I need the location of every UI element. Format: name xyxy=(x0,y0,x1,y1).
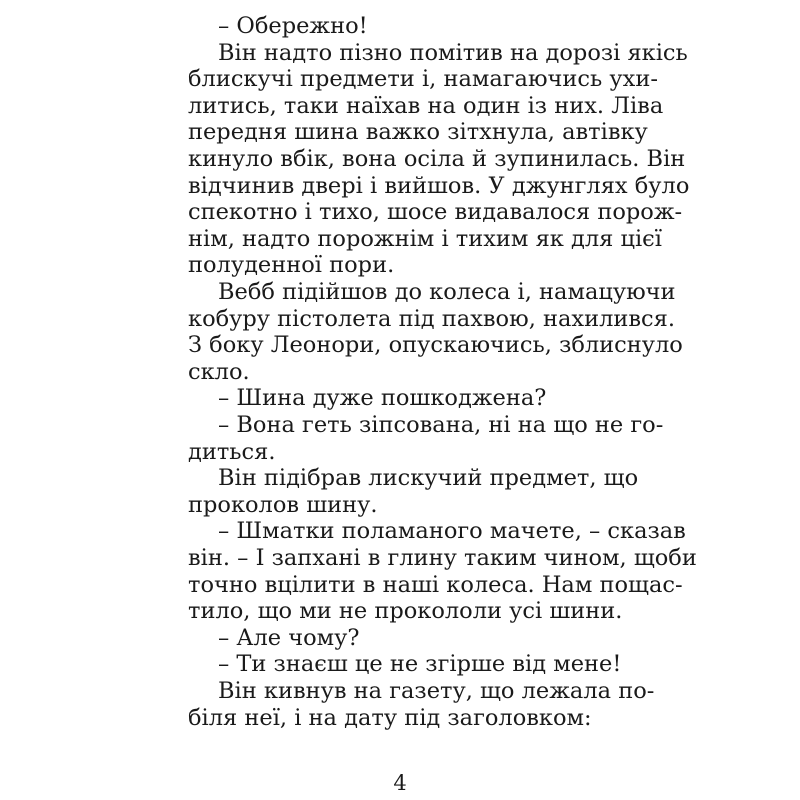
text-line: Він надто пізно помітив на дорозі якісь xyxy=(218,39,688,66)
text-line: – Шматки поламаного мачете, – сказав xyxy=(218,518,686,545)
text-line: литись, таки наїхав на один із них. Ліва xyxy=(188,92,664,119)
text-line: кобуру пістолета під пахвою, нахилився. xyxy=(188,305,676,332)
text-line: Він підібрав лискучий предмет, що xyxy=(218,465,639,492)
text-line: він. – І запхані в глину таким чином, щоби xyxy=(188,545,697,571)
text-line: Він кивнув на газету, що лежала по- xyxy=(218,678,655,704)
text-line: – Ти знаєш це не згірше від мене! xyxy=(218,651,622,678)
text-line: блискучі предмети і, намагаючись ухи- xyxy=(188,66,658,93)
text-line: – Шина дуже пошкоджена? xyxy=(218,385,547,412)
text-line: точно вцілити в наші колеса. Нам пощас- xyxy=(188,571,683,598)
text-line: полуденної пори. xyxy=(188,252,395,279)
text-line: відчинив двері і вийшов. У джунглях було xyxy=(188,172,690,199)
text-line: диться. xyxy=(188,438,276,465)
text-line: нім, надто порожнім і тихим як для цієї xyxy=(188,225,662,252)
text-line: скло. xyxy=(188,358,250,385)
text-line: – Вона геть зіпсована, ні на що не го- xyxy=(218,412,664,438)
text-line: Вебб підійшов до колеса і, намацуючи xyxy=(218,279,676,305)
text-line: – Але чому? xyxy=(218,624,360,651)
text-line: З боку Леонори, опускаючись, зблиснуло xyxy=(188,332,683,359)
text-line: – Обережно! xyxy=(218,13,368,39)
text-line: спекотно і тихо, шосе видавалося порож- xyxy=(188,199,683,226)
page-number: 4 xyxy=(393,771,407,795)
text-line: біля неї, і на дату під заголовком: xyxy=(188,704,592,731)
text-line: проколов шину. xyxy=(188,491,378,518)
text-line: кинуло вбік, вона осіла й зупинилась. Він xyxy=(188,146,686,172)
text-line: тило, що ми не прокололи усі шини. xyxy=(188,598,623,625)
text-line: передня шина важко зітхнула, автівку xyxy=(188,119,648,146)
